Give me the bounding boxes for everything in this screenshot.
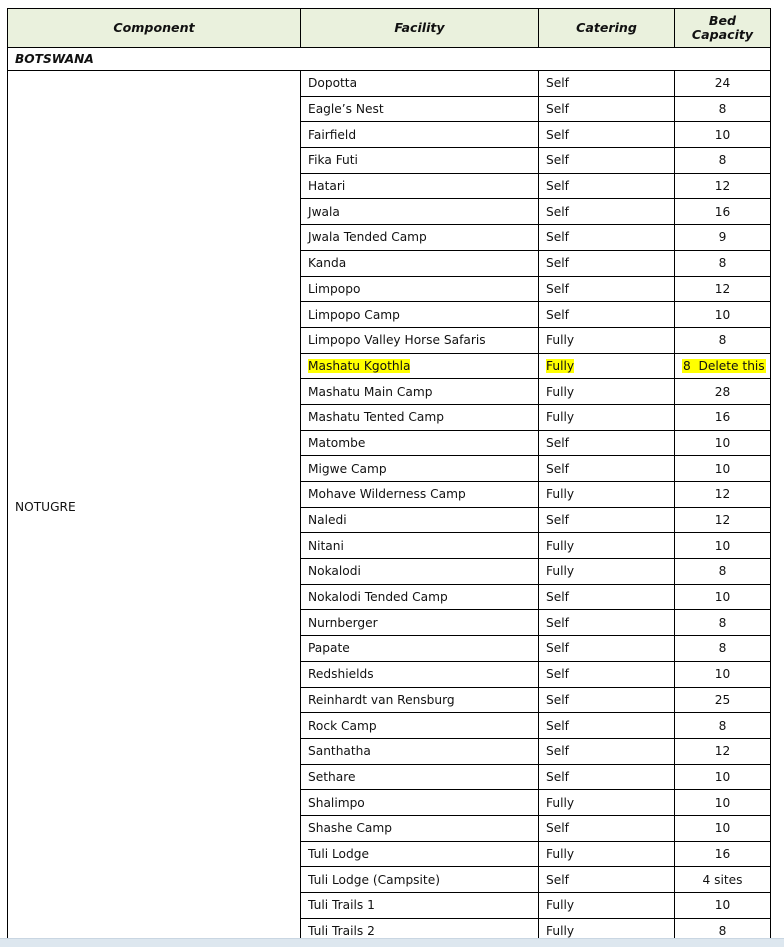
country-name: BOTSWANA bbox=[8, 48, 771, 71]
facility-cell bbox=[301, 122, 539, 148]
catering-value: Fully bbox=[546, 924, 575, 939]
catering-cell bbox=[539, 225, 675, 251]
facility-cell bbox=[301, 584, 539, 610]
catering-value: Self bbox=[546, 153, 569, 168]
facility-cell bbox=[301, 559, 539, 585]
facility-cell bbox=[301, 199, 539, 225]
catering-value: Self bbox=[546, 590, 569, 605]
capacity-value: 8 bbox=[718, 102, 727, 117]
catering-cell bbox=[539, 738, 675, 764]
capacity-cell bbox=[675, 867, 771, 893]
facility-cell bbox=[301, 482, 539, 508]
facility-name: Sethare bbox=[308, 769, 356, 784]
catering-value: Self bbox=[546, 667, 569, 682]
capacity-cell bbox=[675, 559, 771, 585]
catering-value: Self bbox=[546, 102, 569, 117]
capacity-value: 8 bbox=[718, 564, 727, 579]
catering-value: Self bbox=[546, 718, 569, 733]
table-header-row bbox=[8, 9, 771, 48]
catering-cell bbox=[539, 610, 675, 636]
capacity-cell bbox=[675, 327, 771, 353]
capacity-value: 8 bbox=[718, 153, 727, 168]
capacity-cell bbox=[675, 482, 771, 508]
capacity-cell bbox=[675, 148, 771, 174]
capacity-value: 10 bbox=[714, 127, 731, 142]
catering-value: Self bbox=[546, 179, 569, 194]
facility-cell bbox=[301, 302, 539, 328]
capacity-cell bbox=[675, 610, 771, 636]
catering-value: Self bbox=[546, 641, 569, 656]
catering-cell bbox=[539, 584, 675, 610]
catering-cell bbox=[539, 173, 675, 199]
facility-cell bbox=[301, 893, 539, 919]
facility-name: Naledi bbox=[308, 513, 347, 528]
capacity-value: 10 bbox=[714, 435, 731, 450]
catering-value: Self bbox=[546, 435, 569, 450]
catering-cell bbox=[539, 815, 675, 841]
capacity-cell bbox=[675, 533, 771, 559]
facility-name: Eagle’s Nest bbox=[308, 102, 384, 117]
header-component: Component bbox=[8, 9, 301, 48]
capacity-cell bbox=[675, 122, 771, 148]
catering-value: Fully bbox=[546, 333, 575, 348]
catering-value: Fully bbox=[546, 410, 575, 425]
facility-cell bbox=[301, 456, 539, 482]
facility-cell bbox=[301, 327, 539, 353]
catering-cell bbox=[539, 122, 675, 148]
catering-cell bbox=[539, 507, 675, 533]
capacity-value: 12 bbox=[714, 513, 731, 528]
catering-cell bbox=[539, 893, 675, 919]
facility-cell bbox=[301, 713, 539, 739]
facility-cell bbox=[301, 71, 539, 97]
facility-cell bbox=[301, 507, 539, 533]
catering-cell bbox=[539, 148, 675, 174]
catering-value: Self bbox=[546, 76, 569, 91]
capacity-cell bbox=[675, 353, 771, 379]
catering-cell bbox=[539, 867, 675, 893]
facility-cell bbox=[301, 276, 539, 302]
capacity-value: 10 bbox=[714, 769, 731, 784]
header-facility: Facility bbox=[301, 9, 539, 48]
facility-name: Hatari bbox=[308, 179, 346, 194]
facility-cell bbox=[301, 148, 539, 174]
catering-cell bbox=[539, 302, 675, 328]
capacity-cell bbox=[675, 199, 771, 225]
facility-name: Mashatu Main Camp bbox=[308, 384, 433, 399]
facility-name: Tuli Trails 2 bbox=[308, 924, 375, 939]
window-bottom-bar bbox=[0, 938, 784, 947]
capacity-cell bbox=[675, 661, 771, 687]
capacity-value: 10 bbox=[714, 795, 731, 810]
catering-value: Self bbox=[546, 127, 569, 142]
capacity-cell bbox=[675, 815, 771, 841]
facility-name: Jwala bbox=[308, 204, 340, 219]
catering-cell bbox=[539, 790, 675, 816]
facility-name: Limpopo bbox=[308, 281, 361, 296]
capacity-value: 10 bbox=[714, 307, 731, 322]
catering-cell bbox=[539, 199, 675, 225]
header-catering: Catering bbox=[539, 9, 675, 48]
catering-cell bbox=[539, 559, 675, 585]
facility-cell bbox=[301, 353, 539, 379]
component-name: NOTUGRE bbox=[8, 71, 301, 944]
facility-name: Reinhardt van Rensburg bbox=[308, 692, 455, 707]
capacity-value: 10 bbox=[714, 461, 731, 476]
facility-cell bbox=[301, 867, 539, 893]
facility-name: Santhatha bbox=[308, 744, 371, 759]
capacity-value: 25 bbox=[714, 692, 731, 707]
facility-cell bbox=[301, 404, 539, 430]
facility-name: Shalimpo bbox=[308, 795, 365, 810]
catering-cell bbox=[539, 379, 675, 405]
header-bed-capacity bbox=[675, 9, 771, 48]
capacity-value: 16 bbox=[714, 410, 731, 425]
catering-cell bbox=[539, 661, 675, 687]
capacity-value: 8 bbox=[718, 718, 727, 733]
capacity-value: 8 bbox=[718, 333, 727, 348]
capacity-cell bbox=[675, 404, 771, 430]
capacity-value: 12 bbox=[714, 179, 731, 194]
capacity-value: 28 bbox=[714, 384, 731, 399]
facility-cell bbox=[301, 661, 539, 687]
catering-cell bbox=[539, 687, 675, 713]
facility-name: Matombe bbox=[308, 435, 366, 450]
catering-value: Self bbox=[546, 872, 569, 887]
facility-table bbox=[7, 8, 771, 944]
capacity-cell bbox=[675, 250, 771, 276]
country-row bbox=[8, 48, 771, 71]
capacity-cell bbox=[675, 276, 771, 302]
capacity-value: 12 bbox=[714, 487, 731, 502]
facility-name: Tuli Lodge bbox=[308, 846, 369, 861]
capacity-value: 24 bbox=[714, 76, 731, 91]
facility-cell bbox=[301, 379, 539, 405]
catering-cell bbox=[539, 636, 675, 662]
facility-cell bbox=[301, 738, 539, 764]
capacity-cell bbox=[675, 507, 771, 533]
catering-value: Self bbox=[546, 204, 569, 219]
catering-cell bbox=[539, 71, 675, 97]
catering-cell bbox=[539, 841, 675, 867]
capacity-value: 9 bbox=[718, 230, 727, 245]
facility-name: Nokalodi Tended Camp bbox=[308, 590, 448, 605]
table-row bbox=[8, 71, 771, 97]
facility-name: Jwala Tended Camp bbox=[308, 230, 427, 245]
facility-cell bbox=[301, 173, 539, 199]
facility-cell bbox=[301, 250, 539, 276]
catering-value: Fully bbox=[546, 846, 575, 861]
capacity-cell bbox=[675, 636, 771, 662]
catering-value: Fully bbox=[546, 358, 575, 373]
catering-value: Self bbox=[546, 307, 569, 322]
capacity-value: 12 bbox=[714, 744, 731, 759]
facility-cell bbox=[301, 430, 539, 456]
capacity-cell bbox=[675, 893, 771, 919]
capacity-cell bbox=[675, 71, 771, 97]
catering-value: Self bbox=[546, 744, 569, 759]
facility-name: Fairfield bbox=[308, 127, 357, 142]
capacity-cell bbox=[675, 584, 771, 610]
catering-cell bbox=[539, 482, 675, 508]
facility-name: Mohave Wilderness Camp bbox=[308, 487, 466, 502]
capacity-value: 10 bbox=[714, 667, 731, 682]
catering-value: Fully bbox=[546, 898, 575, 913]
capacity-cell bbox=[675, 302, 771, 328]
facility-cell bbox=[301, 687, 539, 713]
facility-name: Fika Futi bbox=[308, 153, 358, 168]
catering-cell bbox=[539, 713, 675, 739]
capacity-value: 10 bbox=[714, 590, 731, 605]
catering-value: Self bbox=[546, 769, 569, 784]
catering-cell bbox=[539, 276, 675, 302]
facility-cell bbox=[301, 790, 539, 816]
catering-value: Self bbox=[546, 692, 569, 707]
facility-name: Redshields bbox=[308, 667, 374, 682]
facility-cell bbox=[301, 764, 539, 790]
catering-value: Self bbox=[546, 615, 569, 630]
facility-name: Papate bbox=[308, 641, 350, 656]
catering-cell bbox=[539, 96, 675, 122]
capacity-value: 8 bbox=[718, 924, 727, 939]
catering-value: Self bbox=[546, 513, 569, 528]
facility-name: Tuli Lodge (Campsite) bbox=[308, 872, 440, 887]
catering-value: Fully bbox=[546, 538, 575, 553]
catering-cell bbox=[539, 327, 675, 353]
facility-cell bbox=[301, 610, 539, 636]
facility-name: Shashe Camp bbox=[308, 821, 392, 836]
capacity-value: 8 bbox=[718, 615, 727, 630]
facility-name: Limpopo Camp bbox=[308, 307, 400, 322]
catering-value: Fully bbox=[546, 487, 575, 502]
catering-cell bbox=[539, 533, 675, 559]
capacity-value: 4 sites bbox=[702, 872, 743, 887]
capacity-cell bbox=[675, 738, 771, 764]
catering-value: Fully bbox=[546, 384, 575, 399]
catering-value: Self bbox=[546, 256, 569, 271]
facility-name: Rock Camp bbox=[308, 718, 377, 733]
catering-value: Self bbox=[546, 461, 569, 476]
capacity-cell bbox=[675, 173, 771, 199]
capacity-value: 10 bbox=[714, 538, 731, 553]
catering-cell bbox=[539, 250, 675, 276]
catering-value: Self bbox=[546, 281, 569, 296]
catering-cell bbox=[539, 456, 675, 482]
facility-cell bbox=[301, 815, 539, 841]
catering-value: Self bbox=[546, 230, 569, 245]
catering-value: Self bbox=[546, 821, 569, 836]
capacity-cell bbox=[675, 225, 771, 251]
facility-name: Nitani bbox=[308, 538, 344, 553]
capacity-value: 16 bbox=[714, 204, 731, 219]
capacity-cell bbox=[675, 456, 771, 482]
facility-name: Kanda bbox=[308, 256, 347, 271]
capacity-cell bbox=[675, 713, 771, 739]
capacity-cell bbox=[675, 790, 771, 816]
facility-name: Mashatu Tented Camp bbox=[308, 410, 444, 425]
facility-name: Migwe Camp bbox=[308, 461, 387, 476]
capacity-value: 10 bbox=[714, 821, 731, 836]
capacity-cell bbox=[675, 841, 771, 867]
capacity-cell bbox=[675, 687, 771, 713]
facility-cell bbox=[301, 636, 539, 662]
facility-name: Tuli Trails 1 bbox=[308, 898, 375, 913]
capacity-value: 8 bbox=[718, 641, 727, 656]
facility-name: Mashatu Kgothla bbox=[308, 358, 411, 373]
capacity-value: 12 bbox=[714, 281, 731, 296]
catering-cell bbox=[539, 764, 675, 790]
facility-cell bbox=[301, 96, 539, 122]
catering-cell bbox=[539, 404, 675, 430]
facility-name: Nokalodi bbox=[308, 564, 361, 579]
capacity-value: 10 bbox=[714, 898, 731, 913]
facility-cell bbox=[301, 225, 539, 251]
capacity-cell bbox=[675, 764, 771, 790]
capacity-value: 16 bbox=[714, 846, 731, 861]
capacity-cell bbox=[675, 430, 771, 456]
catering-cell bbox=[539, 353, 675, 379]
facility-name: Dopotta bbox=[308, 76, 358, 91]
capacity-value: 8 bbox=[718, 256, 727, 271]
header-bed-capacity-label: Bed Capacity bbox=[691, 13, 754, 42]
facility-cell bbox=[301, 533, 539, 559]
catering-value: Fully bbox=[546, 795, 575, 810]
capacity-cell bbox=[675, 379, 771, 405]
facility-name: Limpopo Valley Horse Safaris bbox=[308, 333, 486, 348]
capacity-value: 8 Delete this bbox=[683, 358, 765, 373]
facility-cell bbox=[301, 841, 539, 867]
catering-cell bbox=[539, 430, 675, 456]
facility-name: Nurnberger bbox=[308, 615, 378, 630]
catering-value: Fully bbox=[546, 564, 575, 579]
capacity-cell bbox=[675, 96, 771, 122]
